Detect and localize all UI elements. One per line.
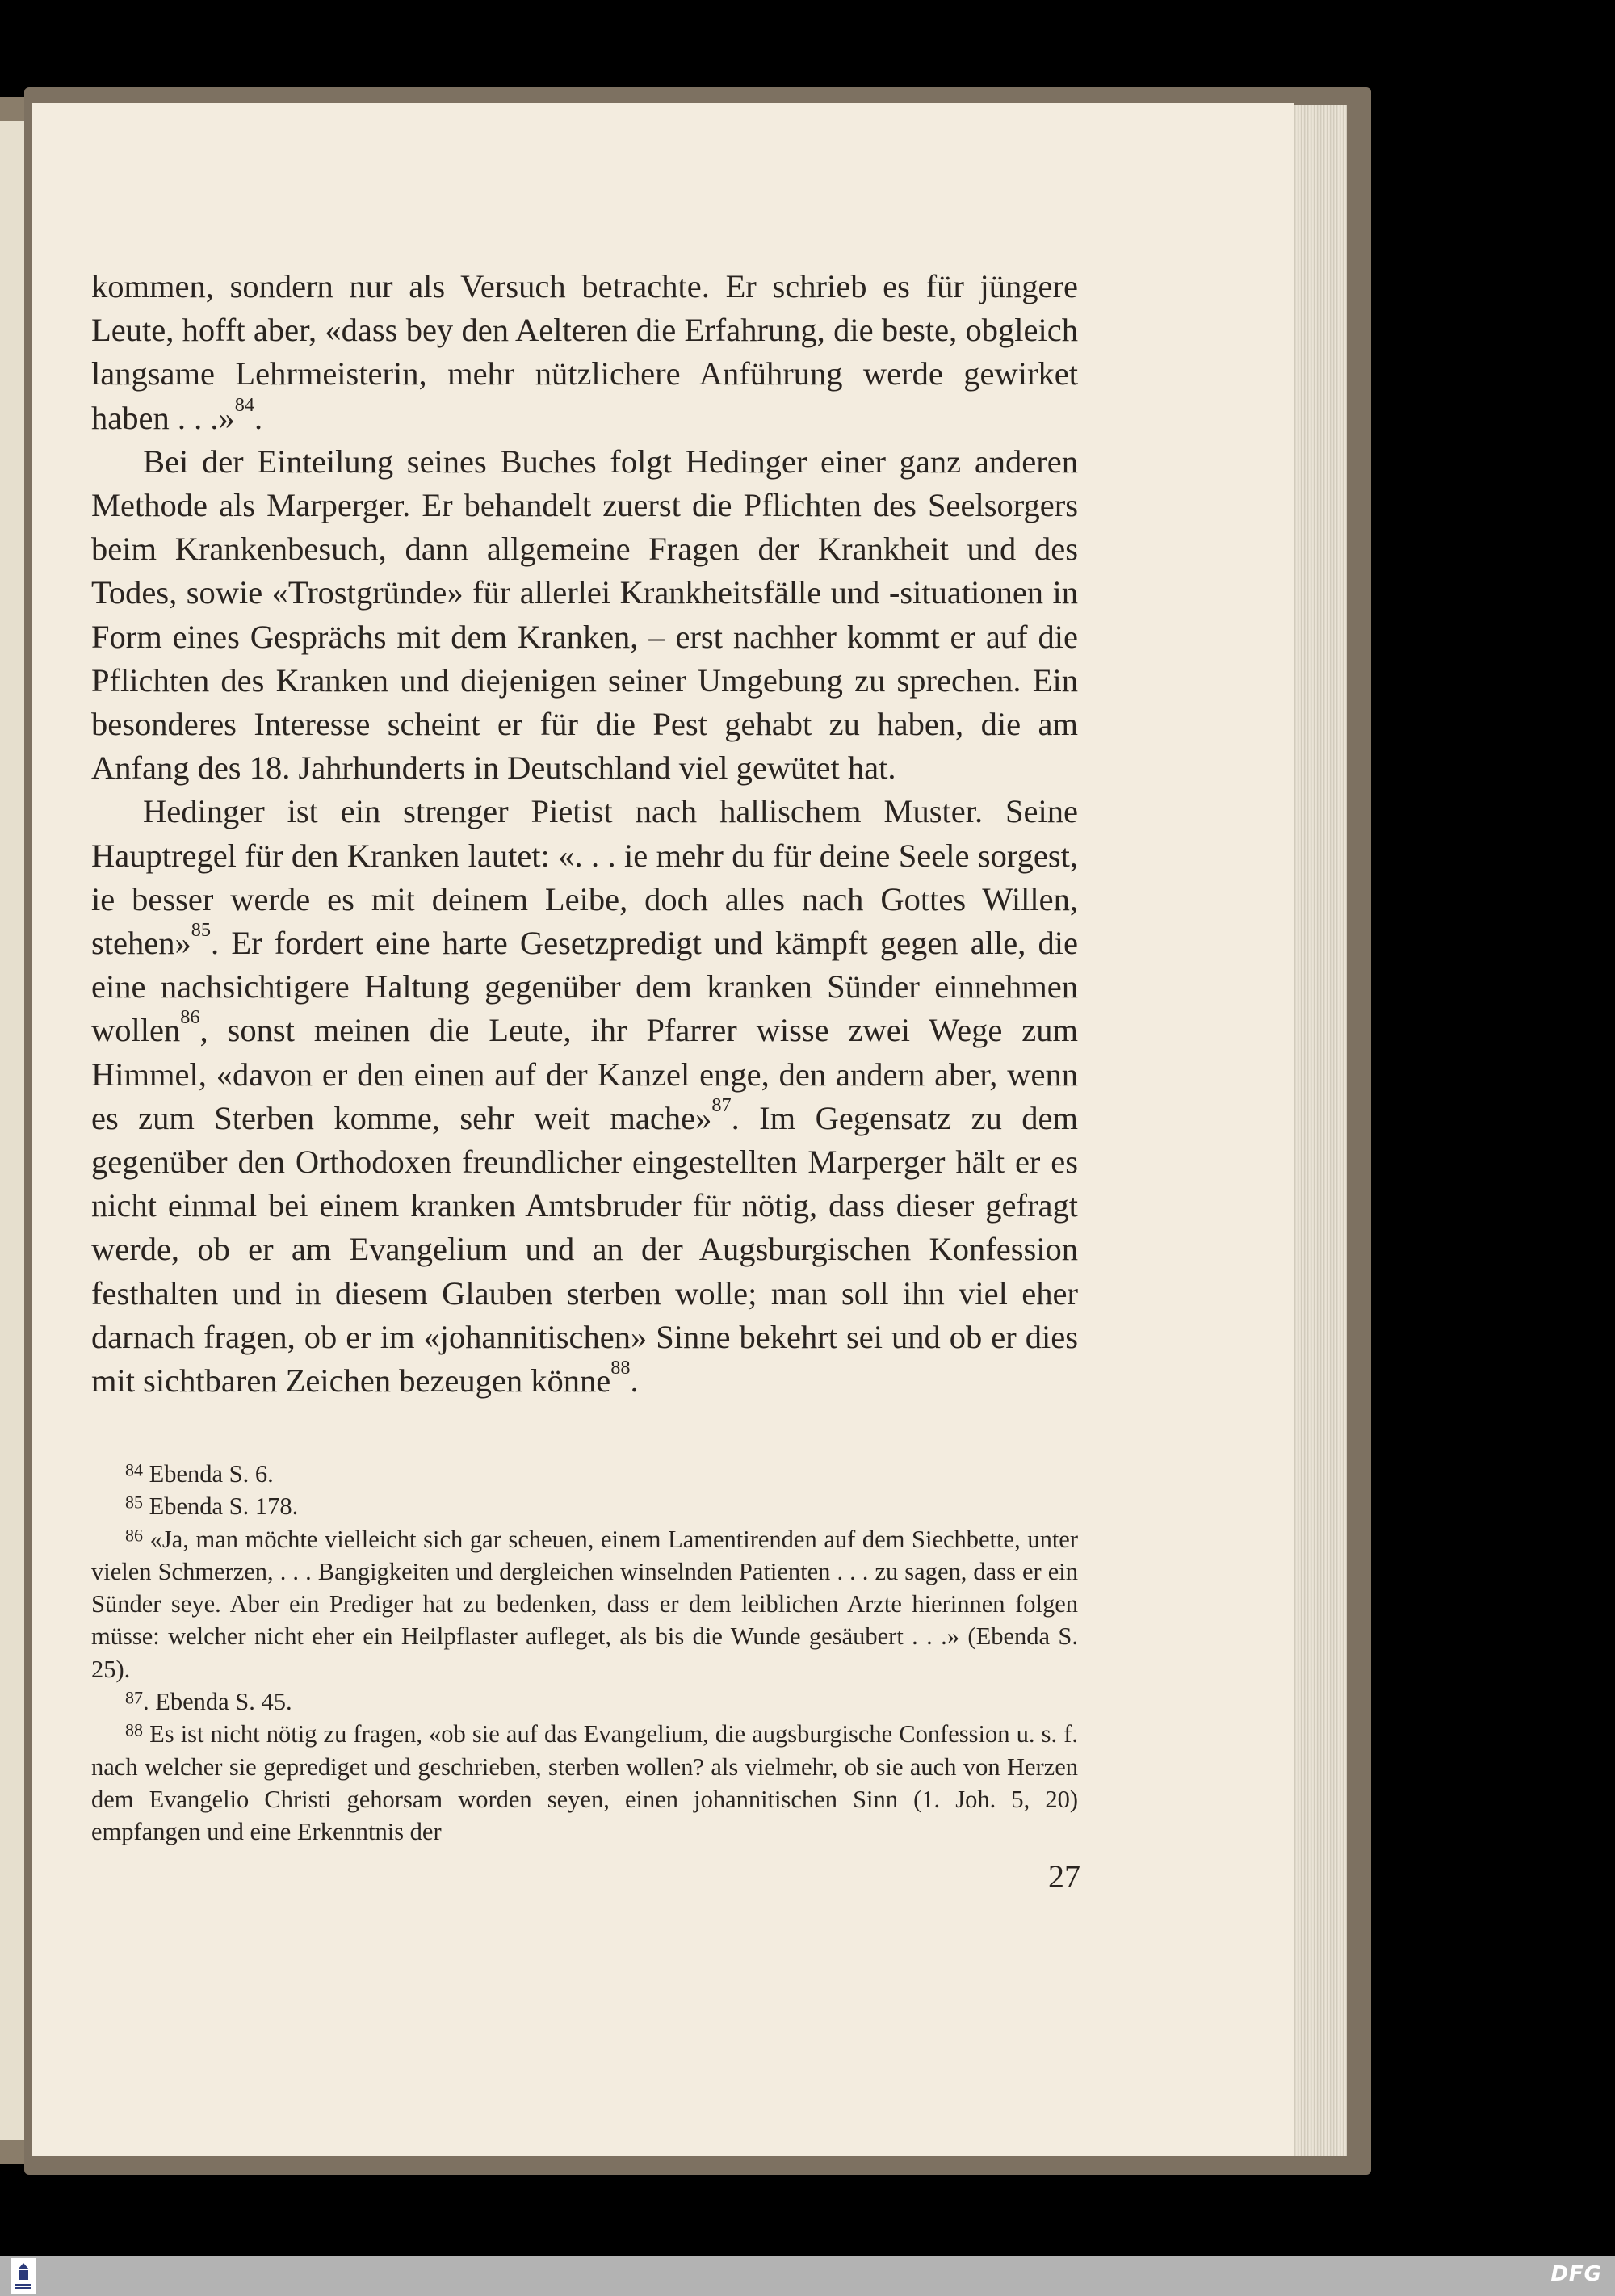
period: . [630,1362,639,1400]
paragraph-2: Bei der Einteilung seines Buches folgt Hedinger einer ganz anderen Methode als Marperger. Er behandelt zuerst die Pflichten des Seelsorgers beim Krankenbesuch, dann allgemeine Fragen der Krankheit und des Todes, sowie «Trostgründe» für allerlei Krankheitsfälle und -situationen in Form eines Gesprächs mit dem Kranken, – erst nachher kommt er auf die Pflichten des Kranken und diejenigen seiner Umgebung zu sprechen. Ein besonderes Interesse scheint er für die Pest gehabt zu haben, die am Anfang des 18. Jahrhunderts in Deutschland viel gewütet hat. [91,443,1078,787]
line: kommen, sondern nur als Versuch betrachte. Er schrieb es für jüngere [91,268,1078,304]
main-text [91,265,1078,1403]
footnote-ref-86[interactable]: 86 [180,1006,200,1029]
footnote-number: 85 [125,1492,143,1513]
line: obgleich langsame Lehrmeisterin, mehr nützlichere Anführung werde [91,312,1079,392]
footnote-ref-88[interactable]: 88 [610,1357,631,1379]
footnote-ref-87[interactable]: 87 [711,1094,732,1116]
dfg-logo[interactable]: DFG [1550,2262,1602,2286]
period: . [254,399,263,436]
footnote-text: Ebenda S. 6. [149,1460,274,1488]
footnote-ref-84[interactable]: 84 [234,393,254,416]
viewer-footer-bar [0,2256,1615,2296]
text-run: Hedinger ist ein strenger Pietist nach hallischem Muster. Seine Hauptregel für den Kranken lautet: «. . . ie mehr du für deine Seele sorgest, ie besser werde es mit deinem Leibe, doch alles nach Gottes Willen, stehen» [91,793,1078,962]
line: Leute, hofft aber, «dass bey den Aelteren die Erfahrung, die beste, [91,312,958,349]
library-logo-icon[interactable] [11,2258,36,2294]
left-page-sliver [0,121,24,2140]
footnote-88 [91,1718,1078,1848]
footnote-number: 87 [125,1687,143,1708]
page-number: 27 [1048,1858,1080,1895]
page-edges [1292,105,1347,2156]
footnote-number: 84 [125,1459,143,1480]
footnote-86 [91,1523,1078,1685]
footnote-text: Es ist nicht nötig zu fragen, «ob sie auf das Evangelium, die augsburgische Confession u. s. f. nach welcher sie geprediget und geschrieben, sterben wollen? als vielmehr, ob sie auch von Herzen dem Evangelio Christi gehorsam worden seyen, einen johannitischen Sinn (1. Joh. 5, 20) empfangen und eine Erkenntnis der [91,1720,1078,1846]
footnote-number: 88 [125,1719,143,1740]
footnote-ref-85[interactable]: 85 [191,919,212,942]
paragraph-3 [91,790,1078,1403]
footnote-text: «Ja, man möchte vielleicht sich gar scheuen, einem Lamentirenden auf dem Siechbette, unter vielen Schmerzen, . . . Bangigkeiten und dergleichen winselnden Patienten . . . zu sagen, dass er ein Sünder seye. Aber ein Prediger hat zu bedenken, dass er dem leiblichen Arzte hierinnen folgen müsse: welcher nicht eher ein Heilpflaster aufleget, als bis die Wunde gesäubert . . .» (Ebenda S. 25). [91,1525,1078,1683]
footnote-text: Ebenda S. 178. [149,1492,299,1521]
footnote-text: . Ebenda S. 45. [142,1688,292,1716]
footnotes [91,1458,1078,1849]
text-run: , sonst meinen die Leute, ihr Pfarrer wisse zwei Wege zum Himmel, «davon er den einen auf der Kanzel enge, den andern aber, wenn es zum Sterben komme, sehr weit mache» [91,1012,1078,1136]
footnote-84 [91,1458,1078,1490]
line: gewirket haben . . .» [91,355,1078,436]
footnote-number: 86 [125,1524,143,1545]
text-run: . Er fordert eine harte Gesetzpredigt und kämpft gegen alle, die eine nachsichtigere Haltung gegenüber dem kranken Sünder einnehmen wollen [91,925,1078,1049]
footnote-87 [91,1685,1078,1718]
paragraph-1 [91,265,1078,440]
footnote-85 [91,1490,1078,1522]
text-run: . Im Gegensatz zu dem gegenüber den Orthodoxen freundlicher eingestellten Marperger hält er es nicht einmal bei einem kranken Amtsbruder für nötig, dass dieser gefragt werde, ob er am Evangelium und an der Augsburgischen Konfession festhalten und in diesem Glauben sterben wolle; man soll ihn viel eher darnach fragen, ob er im «johannitischen» Sinne bekehrt sei und ob er dies mit sichtbaren Zeichen bezeugen könne [91,1099,1079,1400]
